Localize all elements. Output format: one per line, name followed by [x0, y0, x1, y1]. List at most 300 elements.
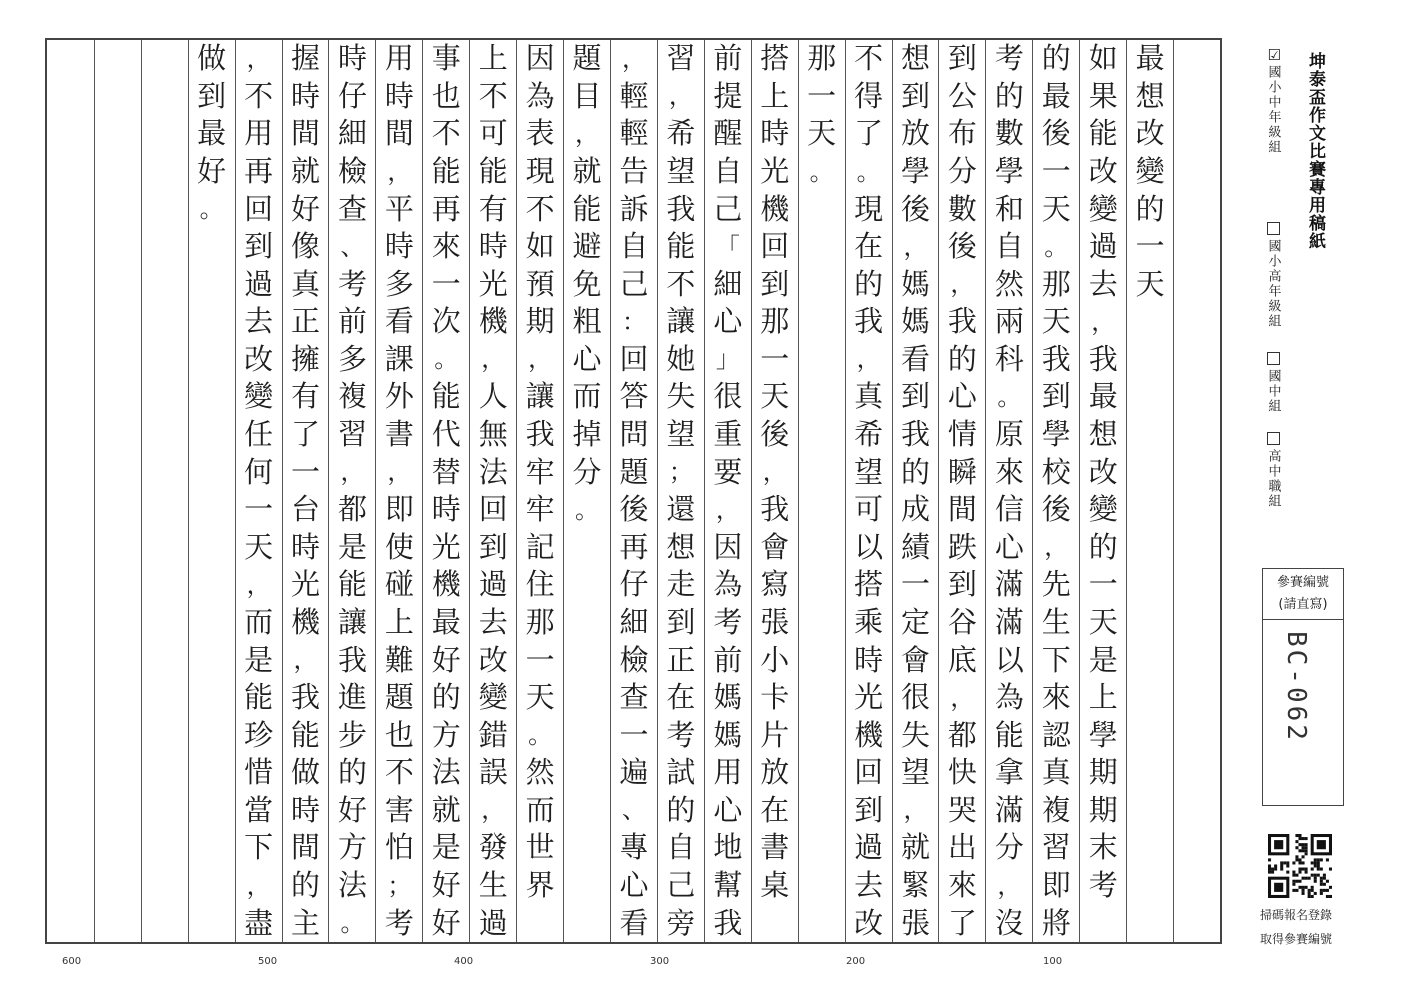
grid-cell: [1174, 491, 1220, 529]
grid-cell: 變: [244, 379, 274, 414]
grid-cell: [1080, 904, 1126, 942]
grid-cell: [799, 641, 845, 679]
grid-cell: 想: [666, 529, 696, 564]
grid-cell: 進: [337, 680, 367, 715]
grid-cell: 心: [994, 529, 1024, 564]
grid-cell: 回: [854, 755, 884, 790]
grid-cell: 先: [1041, 567, 1071, 602]
grid-cell: [189, 416, 235, 454]
grid-cell: 去: [478, 604, 508, 639]
grid-cell: 也: [384, 717, 414, 752]
group-option-high-school[interactable]: [1262, 432, 1284, 509]
grid-cell: 「: [715, 232, 740, 261]
grid-cell: ，: [387, 157, 412, 186]
grid-cell: 能: [431, 379, 461, 414]
grid-cell: 能: [337, 567, 367, 602]
grid-cell: [95, 115, 141, 153]
grid-cell: 還: [666, 492, 696, 527]
grid-cell: 看: [901, 341, 931, 376]
group-option-upper-elementary[interactable]: [1262, 222, 1284, 329]
grid-cell: 拿: [994, 755, 1024, 790]
grid-cell: 怕: [384, 830, 414, 865]
grid-cell: 就: [431, 792, 461, 827]
grid-cell: [1127, 604, 1173, 642]
grid-cell: 回: [619, 341, 649, 376]
grid-cell: 仔: [337, 78, 367, 113]
grid-column: [563, 40, 610, 942]
grid-cell: 下: [244, 830, 274, 865]
grid-cell: [1127, 491, 1173, 529]
grid-cell: 即: [1041, 868, 1071, 902]
grid-cell: [142, 228, 188, 266]
grid-cell: 想: [1135, 78, 1165, 113]
grid-cell: 機: [291, 604, 321, 639]
grid-cell: 不: [244, 78, 274, 113]
grid-cell: 的: [947, 341, 977, 376]
grid-cell: [1174, 40, 1220, 78]
grid-cell: 重: [713, 417, 743, 452]
grid-cell: [142, 303, 188, 341]
grid-cell: [1127, 792, 1173, 830]
manuscript-grid: [45, 38, 1222, 944]
entry-number-box[interactable]: [1262, 568, 1344, 806]
grid-cell: [189, 679, 235, 717]
checkbox[interactable]: [1267, 432, 1280, 445]
grid-cell: [517, 904, 563, 942]
grid-cell: 為: [994, 680, 1024, 715]
grid-cell: [47, 78, 94, 116]
grid-cell: 多: [384, 266, 414, 301]
grid-cell: 法: [431, 755, 461, 790]
grid-cell: 能: [1088, 116, 1118, 151]
grid-cell: 光: [291, 567, 321, 602]
grid-cell: 回: [760, 229, 790, 264]
grid-cell: 的: [1088, 529, 1118, 564]
grid-cell: [189, 378, 235, 416]
grid-cell: ，: [950, 683, 975, 712]
group-option-lower-elementary[interactable]: [1262, 46, 1284, 155]
grid-cell: 很: [713, 379, 743, 414]
grid-column: [516, 40, 563, 942]
form-title: 坤泰盃作文比賽專用稿紙: [1305, 52, 1325, 250]
grid-cell: ，: [762, 458, 787, 487]
grid-cell: [564, 904, 610, 942]
grid-cell: 用: [244, 116, 274, 151]
grid-cell: ，: [528, 345, 553, 374]
qr-caption: 掃碼報名登錄: [1260, 908, 1333, 922]
grid-cell: 在: [666, 680, 696, 715]
grid-cell: 快: [947, 755, 977, 790]
grid-cell: 到: [947, 41, 977, 76]
grid-cell: 輕: [619, 116, 649, 151]
grid-cell: 生: [1041, 604, 1071, 639]
grid-cell: [95, 341, 141, 379]
grid-cell: [142, 453, 188, 491]
grid-cell: 台: [291, 492, 321, 527]
grid-column: [985, 40, 1032, 942]
grid-cell: 真: [1041, 755, 1071, 790]
grid-cell: [142, 115, 188, 153]
grid-cell: [142, 641, 188, 679]
entry-number-header: [1263, 569, 1343, 620]
grid-cell: 粗: [572, 304, 602, 339]
grid-cell: [1174, 416, 1220, 454]
grid-cell: [142, 867, 188, 905]
grid-cell: 能: [572, 191, 602, 226]
grid-cell: 都: [337, 492, 367, 527]
grid-cell: 上: [478, 41, 508, 76]
group-label: 國小中年級組: [1265, 65, 1281, 155]
grid-cell: [1174, 153, 1220, 191]
grid-cell: [95, 416, 141, 454]
grid-cell: [47, 716, 94, 754]
grid-cell: 。: [856, 157, 881, 186]
grid-cell: 光: [760, 154, 790, 189]
grid-cell: 張: [901, 905, 931, 940]
grid-cell: 預: [525, 266, 555, 301]
grid-cell: 過: [478, 905, 508, 940]
grid-cell: 學: [901, 154, 931, 189]
grid-cell: 己: [619, 266, 649, 301]
grid-cell: [189, 716, 235, 754]
grid-cell: 後: [619, 492, 649, 527]
grid-cell: 幫: [713, 868, 743, 902]
grid-cell: 到: [760, 266, 790, 301]
grid-cell: 有: [291, 379, 321, 414]
grid-cell: 記: [525, 529, 555, 564]
grid-cell: 機: [478, 304, 508, 339]
grid-cell: 步: [337, 717, 367, 752]
grid-cell: [189, 529, 235, 567]
grid-cell: 是: [431, 830, 461, 865]
grid-cell: 想: [1088, 417, 1118, 452]
grid-cell: 即: [384, 492, 414, 527]
grid-cell: [799, 190, 845, 228]
grid-cell: 期: [1088, 755, 1118, 790]
grid-cell: [95, 453, 141, 491]
grid-cell: [142, 679, 188, 717]
grid-cell: 一: [619, 717, 649, 752]
grid-cell: 而: [244, 604, 274, 639]
grid-cell: 能: [478, 154, 508, 189]
grid-cell: 心: [713, 304, 743, 339]
grid-column: [94, 40, 141, 942]
grid-cell: 好: [431, 905, 461, 940]
grid-cell: [95, 716, 141, 754]
grid-cell: 時: [337, 41, 367, 76]
grid-cell: 分: [572, 454, 602, 489]
grid-cell: [1127, 716, 1173, 754]
checkbox[interactable]: [1267, 352, 1280, 365]
grid-cell: 數: [994, 116, 1024, 151]
grid-cell: [1127, 453, 1173, 491]
group-option-junior-high[interactable]: [1262, 352, 1284, 414]
grid-cell: [47, 453, 94, 491]
grid-cell: 望: [901, 755, 931, 790]
grid-cell: [47, 641, 94, 679]
grid-cell: [142, 529, 188, 567]
grid-cell: [1174, 829, 1220, 867]
grid-cell: [142, 491, 188, 529]
grid-column: [469, 40, 516, 942]
grid-cell: 改: [1088, 454, 1118, 489]
grid-cell: 生: [478, 868, 508, 902]
grid-cell: 天: [1135, 266, 1165, 301]
grid-cell: [564, 754, 610, 792]
grid-cell: [142, 829, 188, 867]
checkbox-checked[interactable]: ☑: [1267, 46, 1281, 64]
grid-cell: 媽: [901, 266, 931, 301]
grid-cell: ，: [293, 646, 318, 675]
grid-cell: 到: [244, 229, 274, 264]
grid-cell: 在: [760, 792, 790, 827]
grid-cell: 旁: [666, 905, 696, 940]
grid-cell: 讓: [337, 604, 367, 639]
grid-cell: 正: [291, 304, 321, 339]
grid-cell: 數: [947, 191, 977, 226]
grid-cell: 信: [994, 492, 1024, 527]
grid-cell: [95, 78, 141, 116]
grid-cell: [95, 754, 141, 792]
grid-cell: 難: [384, 642, 414, 677]
grid-cell: 己: [666, 868, 696, 902]
grid-cell: 那: [807, 41, 837, 76]
grid-cell: 過: [478, 567, 508, 602]
grid-cell: 好: [431, 642, 461, 677]
grid-cell: 緊: [901, 868, 931, 902]
grid-column: [1032, 40, 1079, 942]
grid-cell: 不: [431, 116, 461, 151]
grid-cell: [142, 754, 188, 792]
grid-cell: ，: [1091, 307, 1116, 336]
grid-cell: 查: [337, 191, 367, 226]
grid-cell: 學: [994, 154, 1024, 189]
grid-cell: [1127, 641, 1173, 679]
grid-cell: 題: [619, 454, 649, 489]
grid-cell: 到: [901, 78, 931, 113]
grid-cell: 誤: [478, 755, 508, 790]
grid-cell: 看: [384, 304, 414, 339]
grid-cell: [47, 529, 94, 567]
grid-cell: [1127, 829, 1173, 867]
grid-cell: 會: [901, 642, 931, 677]
grid-cell: 的: [291, 868, 321, 902]
grid-cell: [47, 190, 94, 228]
grid-cell: [95, 604, 141, 642]
grid-cell: [799, 378, 845, 416]
grid-cell: 上: [384, 604, 414, 639]
grid-cell: [564, 829, 610, 867]
grid-column: [188, 40, 235, 942]
grid-cell: 分: [947, 154, 977, 189]
count-marker: 400: [454, 956, 474, 967]
grid-cell: 當: [244, 792, 274, 827]
grid-cell: [1174, 265, 1220, 303]
grid-cell: 法: [478, 454, 508, 489]
grid-cell: 我: [901, 417, 931, 452]
grid-cell: ，: [715, 495, 740, 524]
grid-cell: [1174, 641, 1220, 679]
grid-cell: 天: [525, 680, 555, 715]
grid-cell: 滿: [994, 567, 1024, 602]
grid-cell: 望: [666, 154, 696, 189]
grid-cell: ，: [246, 871, 271, 900]
grid-cell: [1174, 378, 1220, 416]
grid-cell: 間: [947, 492, 977, 527]
grid-cell: 輕: [619, 78, 649, 113]
grid-cell: 不: [384, 755, 414, 790]
grid-cell: 自: [713, 154, 743, 189]
count-marker: 100: [1043, 956, 1063, 967]
grid-cell: 一: [760, 341, 790, 376]
grid-cell: 現: [854, 191, 884, 226]
grid-cell: 希: [666, 116, 696, 151]
grid-cell: 滿: [994, 792, 1024, 827]
grid-cell: [47, 416, 94, 454]
grid-cell: 心: [619, 868, 649, 902]
grid-cell: 媽: [713, 680, 743, 715]
grid-cell: 那: [1041, 266, 1071, 301]
grid-cell: 到: [666, 604, 696, 639]
grid-cell: [1174, 303, 1220, 341]
grid-cell: [95, 40, 141, 78]
grid-cell: [799, 453, 845, 491]
grid-cell: 不: [854, 41, 884, 76]
grid-cell: 好: [431, 868, 461, 902]
qr-code-icon[interactable]: [1268, 834, 1332, 898]
grid-cell: ，: [246, 570, 271, 599]
grid-cell: [799, 829, 845, 867]
grid-cell: 也: [431, 78, 461, 113]
grid-cell: 天: [760, 379, 790, 414]
grid-cell: [95, 190, 141, 228]
grid-cell: 我: [854, 304, 884, 339]
grid-cell: 我: [666, 191, 696, 226]
grid-cell: 發: [478, 830, 508, 865]
grid-cell: 滿: [994, 604, 1024, 639]
grid-cell: 。: [1044, 232, 1069, 261]
grid-cell: 住: [525, 567, 555, 602]
grid-cell: 到: [947, 567, 977, 602]
grid-cell: 時: [291, 529, 321, 564]
grid-cell: [95, 265, 141, 303]
grid-cell: [95, 303, 141, 341]
grid-cell: 得: [854, 78, 884, 113]
grid-cell: 主: [291, 905, 321, 940]
grid-cell: 變: [1088, 191, 1118, 226]
count-marker: 200: [846, 956, 866, 967]
grid-cell: [47, 265, 94, 303]
grid-cell: [1127, 378, 1173, 416]
grid-cell: [799, 754, 845, 792]
grid-cell: 機: [854, 717, 884, 752]
grid-cell: [1127, 679, 1173, 717]
grid-cell: 上: [1088, 680, 1118, 715]
grid-cell: [189, 341, 235, 379]
grid-cell: 我: [947, 304, 977, 339]
grid-cell: 不: [525, 191, 555, 226]
grid-cell: 一: [807, 78, 837, 113]
grid-cell: 法: [337, 868, 367, 902]
grid-cell: 認: [1041, 717, 1071, 752]
grid-cell: 就: [291, 154, 321, 189]
grid-cell: 好: [337, 792, 367, 827]
grid-cell: 用: [384, 41, 414, 76]
grid-cell: [47, 566, 94, 604]
grid-cell: 方: [431, 717, 461, 752]
grid-cell: 一: [525, 642, 555, 677]
grid-cell: 正: [666, 642, 696, 677]
grid-cell: [189, 829, 235, 867]
grid-cell: 。: [809, 157, 834, 186]
grid-column: [235, 40, 282, 942]
grid-cell: 很: [901, 680, 931, 715]
grid-cell: [1127, 303, 1173, 341]
grid-cell: 自: [994, 229, 1024, 264]
grid-cell: ；: [387, 871, 412, 900]
grid-cell: [799, 792, 845, 830]
grid-cell: 寫: [760, 567, 790, 602]
group-label: 國小高年級組: [1265, 239, 1281, 329]
grid-column: [751, 40, 798, 942]
grid-cell: 到: [478, 529, 508, 564]
grid-cell: 然: [994, 266, 1024, 301]
grid-column: [1173, 40, 1220, 942]
grid-cell: 那: [760, 304, 790, 339]
grid-cell: [95, 679, 141, 717]
grid-cell: [142, 416, 188, 454]
grid-cell: 再: [619, 529, 649, 564]
grid-cell: [1174, 115, 1220, 153]
grid-cell: 是: [244, 642, 274, 677]
grid-cell: [47, 754, 94, 792]
grid-cell: 避: [572, 229, 602, 264]
grid-cell: 望: [854, 454, 884, 489]
grid-cell: 天: [1041, 304, 1071, 339]
checkbox[interactable]: [1267, 222, 1280, 235]
grid-cell: [47, 228, 94, 266]
grid-cell: 來: [1041, 680, 1071, 715]
grid-cell: [189, 867, 235, 905]
grid-cell: ，: [575, 119, 600, 148]
grid-cell: 握: [291, 41, 321, 76]
grid-cell: 複: [1041, 792, 1071, 827]
grid-cell: 的: [901, 454, 931, 489]
grid-cell: 目: [572, 78, 602, 113]
grid-cell: 望: [666, 417, 696, 452]
grid-cell: 後: [947, 229, 977, 264]
grid-cell: 都: [947, 717, 977, 752]
grid-cell: [47, 679, 94, 717]
grid-cell: 一: [901, 567, 931, 602]
grid-cell: [142, 378, 188, 416]
grid-cell: 仔: [619, 567, 649, 602]
grid-cell: 最: [1135, 41, 1165, 76]
grid-cell: 能: [244, 680, 274, 715]
grid-cell: [95, 829, 141, 867]
grid-cell: [142, 341, 188, 379]
grid-cell: 為: [525, 78, 555, 113]
grid-cell: 專: [619, 830, 649, 865]
grid-cell: [1174, 190, 1220, 228]
grid-cell: 分: [994, 830, 1024, 865]
grid-cell: [142, 78, 188, 116]
grid-cell: 出: [947, 830, 977, 865]
grid-cell: 間: [291, 830, 321, 865]
grid-cell: 提: [713, 78, 743, 113]
grid-cell: 末: [1088, 830, 1118, 865]
count-marker: 600: [62, 956, 82, 967]
